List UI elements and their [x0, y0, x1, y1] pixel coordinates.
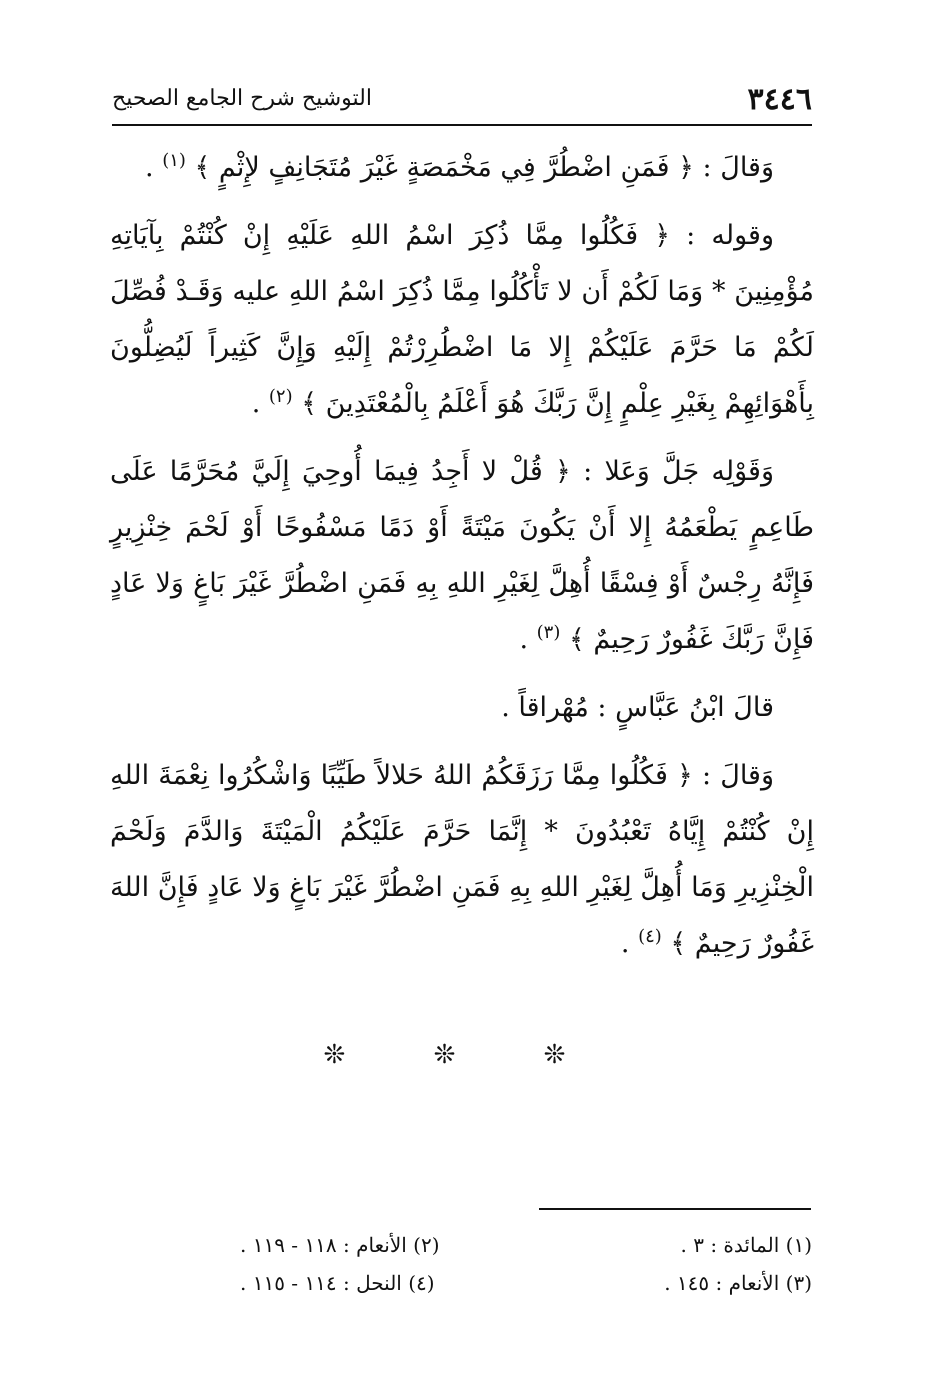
paragraph-5 [110, 748, 814, 972]
footnote-1: (١) المائدة : ٣ . [680, 1233, 812, 1257]
footnote-ref-1: (١) [162, 150, 186, 171]
page-number: ٣٤٤٦ [747, 82, 812, 117]
paragraph-end: . [251, 388, 269, 419]
footnote-4: (٤) النحل : ١١٤ - ١١٥ . [240, 1271, 435, 1295]
footnote-ref-4: (٤) [638, 926, 662, 947]
paragraph-end: . [145, 152, 163, 183]
paragraph-end: . [620, 928, 639, 959]
footnotes [240, 1226, 812, 1302]
paragraph-end: . [519, 624, 537, 655]
paragraph-text: قالَ ابْنُ عَبَّاسٍ : مُهْراقاً . [501, 692, 774, 723]
paragraph-1 [110, 140, 814, 196]
paragraph-text: وَقالَ : ﴿ فَمَنِ اضْطُرَّ فِي مَخْمَصَةٍ غَيْرَ مُتَجَانِفٍ لإِثْمٍ ﴾ [194, 152, 774, 183]
paragraph-text: وقوله : ﴿ فَكُلُوا مِمَّا ذُكِرَ اسْمُ اللهِ عَلَيْهِ إِنْ كُنْتُمْ بِآيَاتِهِ مُؤْمِنِينَ * وَمَا لَكُمْ أَن لا تَأْكُلُوا مِمَّا ذُكِرَ اسْمُ اللهِ عليه وَقَـدْ فُصِّلَ لَكُمْ مَا حَرَّمَ عَلَيْكُمْ إِلا مَا اضْطُرِرْتُمْ إِلَيْهِ وَإِنَّ كَثِيراً لَيُضِلُّونَ بِأَهْوَائِهِمْ بِغَيْرِ عِلْمٍ إِنَّ رَبَّكَ هُوَ أَعْلَمُ بِالْمُعْتَدِينَ ﴾ [110, 220, 814, 419]
footnote-ref-2: (٢) [268, 386, 293, 407]
footnote-row [240, 1226, 812, 1264]
footnote-ref-3: (٣) [536, 622, 561, 643]
paragraph-4 [110, 680, 814, 736]
footnote-row [240, 1264, 812, 1302]
main-text [110, 140, 814, 984]
footnote-3: (٣) الأنعام : ١٤٥ . [664, 1271, 812, 1295]
running-title: التوشيح شرح الجامع الصحيح [112, 86, 372, 111]
footnote-divider [539, 1208, 811, 1210]
paragraph-text: وَقالَ : ﴿ فَكُلُوا مِمَّا رَزَقَكُمُ اللهُ حَلالاً طَيِّبًا وَاشْكُرُوا نِعْمَةَ اللهِ إِنْ كُنْتُمْ إِيَّاهُ تَعْبُدُونَ * إِنَّمَا حَرَّمَ عَلَيْكُمُ الْمَيْتَةَ وَالدَّمَ وَلَحْمَ الْخِنْزِيرِ وَمَا أُهِلَّ لِغَيْرِ اللهِ بِهِ فَمَنِ اضْطُرَّ غَيْرَ بَاغٍ وَلا عَادٍ فَإِنَّ اللهَ غَفُورٌ رَحِيمٌ ﴾ [110, 760, 814, 959]
footnote-2: (٢) الأنعام : ١١٨ - ١١٩ . [240, 1233, 440, 1257]
section-separator: ❊ ❊ ❊ [323, 1040, 606, 1070]
page-header [112, 80, 812, 126]
paragraph-2 [110, 208, 814, 432]
paragraph-text: وَقَوْلِه جَلَّ وَعَلا : ﴿ قُلْ لا أَجِدُ فِيمَا أُوحِيَ إِلَيَّ مُحَرَّمًا عَلَى طَاعِمٍ يَطْعَمُهُ إِلا أَنْ يَكُونَ مَيْتَةً أَوْ دَمًا مَسْفُوحًا أَوْ لَحْمَ خِنْزِيرٍ فَإِنَّهُ رِجْسٌ أَوْ فِسْقًا أُهِلَّ لِغَيْرِ اللهِ بِهِ فَمَنِ اضْطُرَّ غَيْرَ بَاغٍ وَلا عَادٍ فَإِنَّ رَبَّكَ غَفُورٌ رَحِيمٌ ﴾ [110, 456, 814, 655]
paragraph-3 [110, 444, 814, 668]
